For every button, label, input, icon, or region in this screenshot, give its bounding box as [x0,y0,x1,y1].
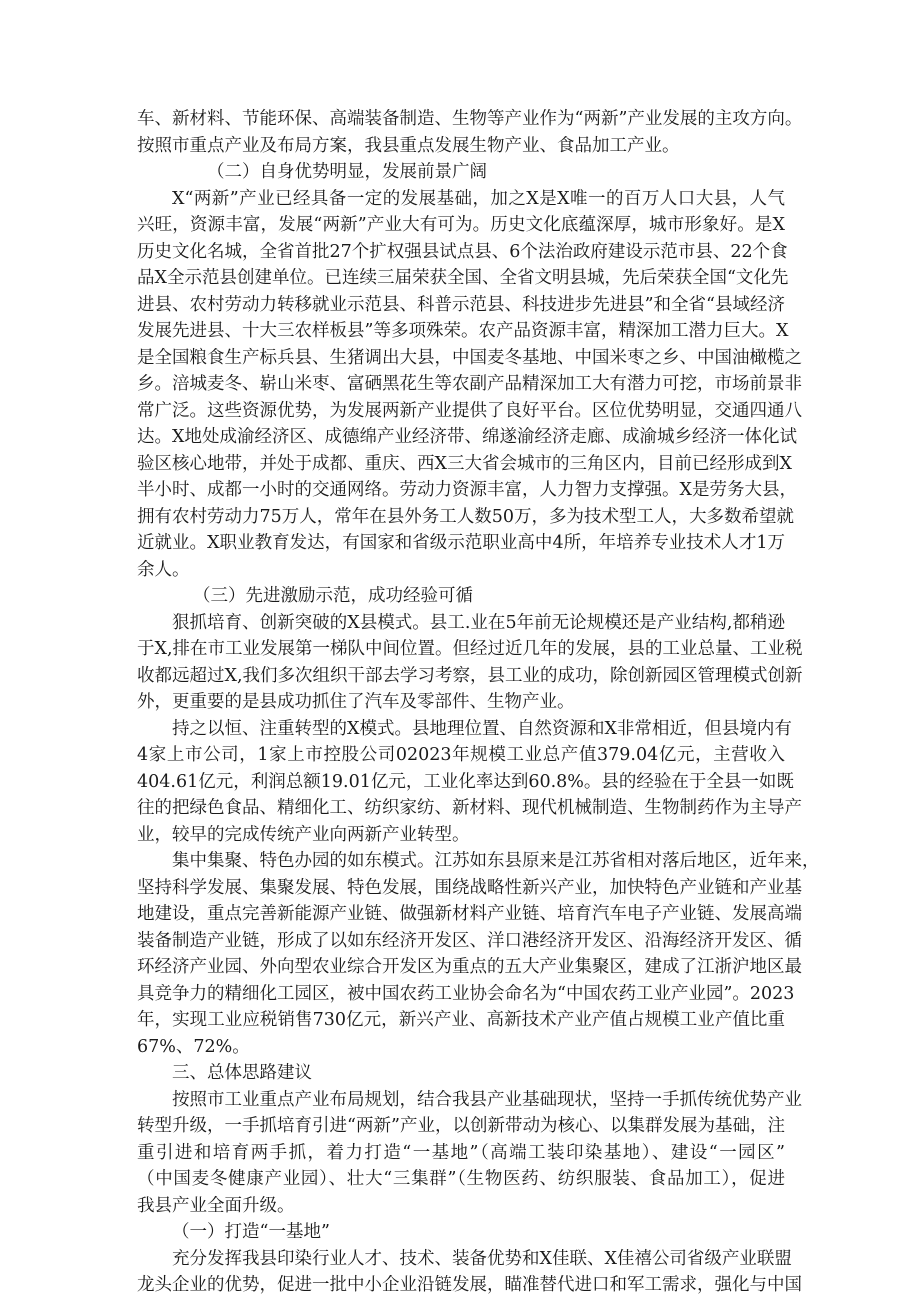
text-line: 近就业。X职业教育发达，有国家和省级示范职业高中4所，年培养专业技术人才1万 [137,533,785,553]
text-line: 往的把绿色食品、精细化工、纺织家纺、新材料、现代机械制造、生物制药作为主导产 [137,798,802,818]
text-line: 发展先进县、十大三农样板县”等多项殊荣。农产品资源丰富，精深加工潜力巨大。X [137,321,789,341]
section-heading: （三）先进激励示范，成功经验可循 [193,586,473,606]
text-line: 67%、72%。 [137,1036,250,1057]
text-line: 狠抓培育、创新突破的X县模式。县工.业在5年前无论规模还是产业结构,都稍逊 [172,612,785,633]
text-line: 余人。 [137,559,190,580]
text-line: 品X全示范县创建单位。已连续三届荣获全国、全省文明县城，先后荣获全国“文化先 [137,268,789,288]
text-line: 验区核心地带，并处于成都、重庆、西X三大省会城市的三角区内，目前已经形成到X [137,453,792,474]
text-line: 达。X地处成渝经济区、成德绵产业经济带、绵遂渝经济走廊、成渝城乡经济一体化试 [137,427,797,447]
text-line: 车、新材料、节能环保、高端装备制造、生物等产业作为“两新”产业发展的主攻方向。 [137,109,803,129]
text-line: 4家上市公司，1家上市控股公司02023年规模工业总产值379.04亿元，主营收入 [137,745,785,765]
text-line: 年，实现工业应税销售730亿元，新兴产业、高新技术产业产值占规模工业产值比重 [137,1010,785,1030]
text-line: （中国麦冬健康产业园）、壮大“三集群”（生物医药、纺织服装、食品加工），促进 [137,1169,785,1189]
text-line: 半小时、成都一小时的交通网络。劳动力资源丰富，人力智力支撑强。X是劳务大县， [137,480,797,500]
text-line: 外，更重要的是县成功抓住了汽车及零部件、生物产业。 [137,692,575,712]
text-line: 历史文化名城，全省首批27个扩权强县试点县、6个法治政府建设示范市县、22个食 [137,241,788,262]
text-line: 进县、农村劳动力转移就业示范县、科普示范县、科技进步先进县”和全省“县域经济 [137,294,785,315]
text-line: 收都远超过X,我们多次组织干部去学习考察，县工业的成功，除创新园区管理模式创新 [137,665,803,686]
text-line: 于X,排在市工业发展第一梯队中间位置。但经过近几年的发展，县的工业总量、工业税 [137,639,803,659]
text-line: 业，较早的完成传统产业向两新产业转型。 [137,824,470,845]
text-line: X“两新”产业已经具备一定的发展基础，加之X是X唯一的百万人口大县，人气 [172,188,785,209]
text-line: 404.61亿元，利润总额19.01亿元，工业化率达到60.8%。县的经验在于全县一如既 [137,771,794,792]
text-line: 拥有农村劳动力75万人，常年在县外务工人数50万，多为技术型工人，大多数希望就 [137,506,795,527]
text-line: 常广泛。这些资源优势，为发展两新产业提供了良好平台。区位优势明显，交通四通八 [137,400,802,421]
text-line: 我县产业全面升级。 [137,1195,295,1216]
section-heading: （一）打造“一基地” [172,1222,330,1242]
text-line: 是全国粮食生产标兵县、生猪调出大县，中国麦冬基地、中国米枣之乡、中国油橄榄之 [137,347,802,368]
text-line: 具竞争力的精细化工园区，被中国农药工业协会命名为“中国农药工业产业园”。2023 [137,983,795,1004]
text-line: 乡。涪城麦冬、崭山米枣、富硒黑花生等农副产品精深加工大有潜力可挖，市场前景非 [137,374,802,394]
text-line: 按照市重点产业及布局方案，我县重点发展生物产业、食品加工产业。 [137,135,680,156]
text-line: 装备制造产业链，形成了以如东经济开发区、洋口港经济开发区、沿海经济开发区、循 [137,930,802,951]
section-heading: 三、总体思路建议 [172,1063,312,1083]
text-line: 环经济产业园、外向型农业综合开发区为重点的五大产业集聚区，建成了江浙沪地区最 [137,957,802,977]
text-line: 龙头企业的优势，促进一批中小企业沿链发展，瞄准替代进口和军工需求，强化与中国 [137,1275,802,1295]
text-line: 地建设，重点完善新能源产业链、做强新材料产业链、培育汽车电子产业链、发展高端 [137,904,802,924]
text-line: 按照市工业重点产业布局规划，结合我县产业基础现状，坚持一手抓传统优势产业 [172,1089,802,1110]
text-line: 兴旺，资源丰富，发展“两新”产业大有可为。历史文化底蕴深厚，城市形象好。是X [137,215,785,235]
section-heading: （二）自身优势明显，发展前景广阔 [207,162,487,182]
text-line: 持之以恒、注重转型的X模式。县地理位置、自然资源和X非常相近，但县境内有 [172,718,792,739]
text-line: 集中集聚、特色办园的如东模式。江苏如东县原来是江苏省相对落后地区，近年来， [172,851,820,871]
text-line: 转型升级，一手抓培育引进“两新”产业，以创新带动为核心、以集群发展为基础，注 [137,1116,785,1136]
text-line: 充分发挥我县印染行业人才、技术、装备优势和X佳联、X佳禧公司省级产业联盟 [172,1248,792,1269]
text-line: 重引进和培育两手抓，着力打造“一基地”（高端工装印染基地）、建设“一园区” [137,1142,785,1163]
text-line: 坚持科学发展、集聚发展、特色发展，围绕战略性新兴产业，加快特色产业链和产业基 [137,877,802,898]
